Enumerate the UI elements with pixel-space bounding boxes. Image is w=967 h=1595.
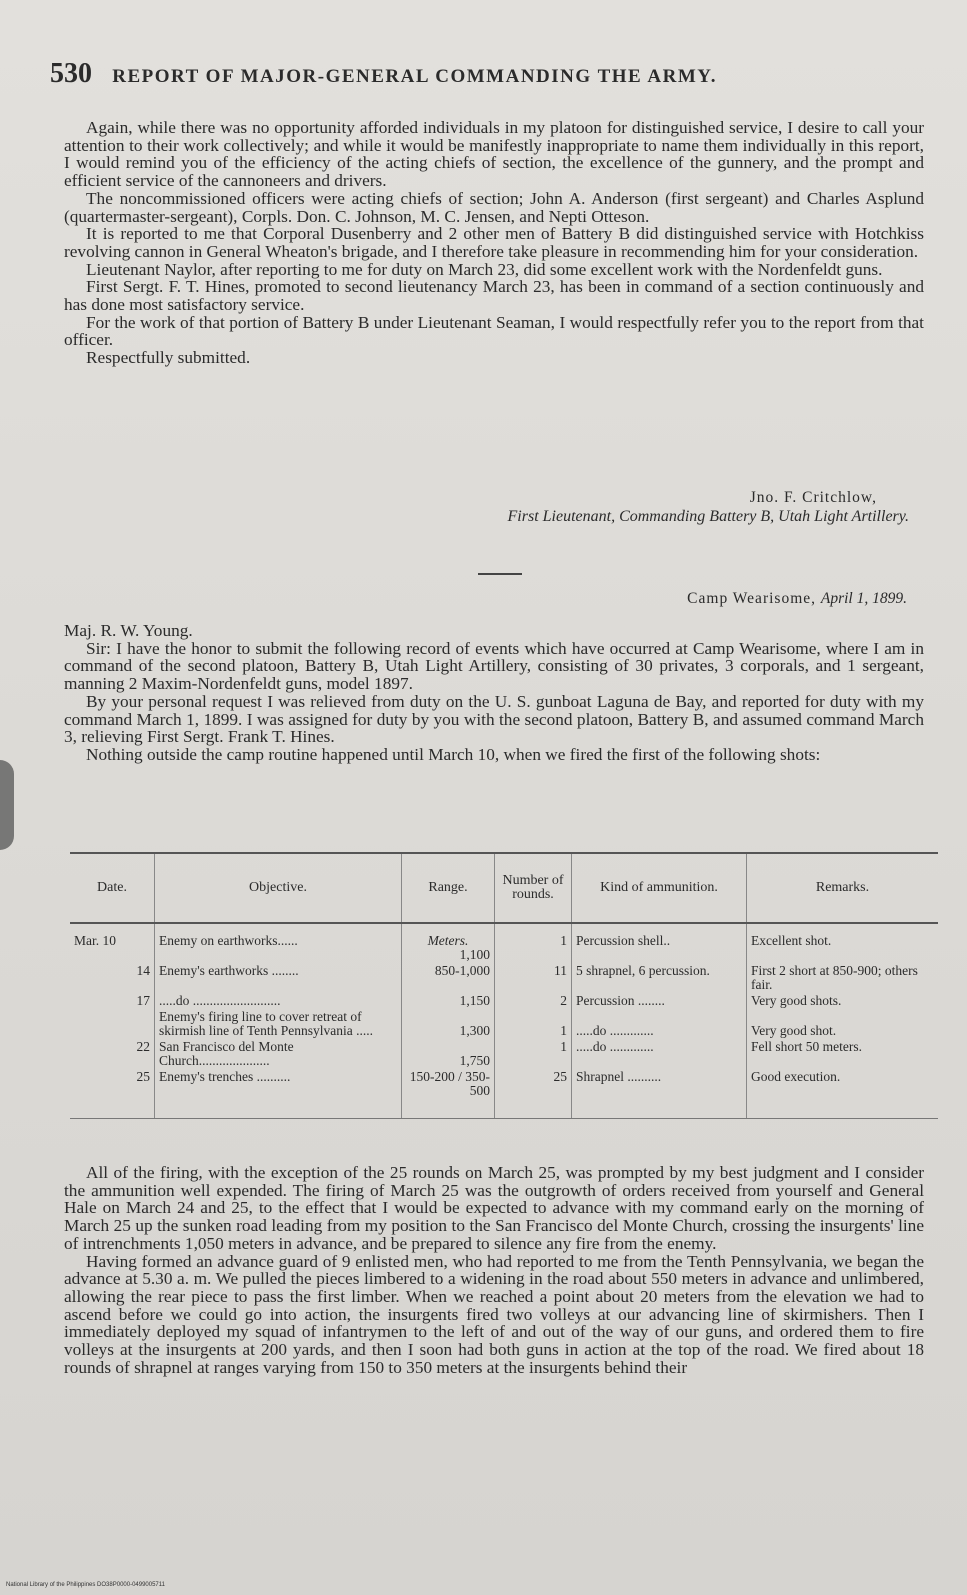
cell-objective: Enemy's trenches ..........: [155, 1069, 402, 1119]
cell-date: [70, 1009, 155, 1039]
cell-date: 17: [70, 993, 155, 1009]
cell-rounds: 11: [495, 963, 572, 993]
header-rounds: Number of rounds.: [495, 853, 572, 923]
running-header: [50, 58, 930, 90]
cell-range: 1,750: [402, 1039, 495, 1069]
letter-two-continued: [64, 1164, 924, 1376]
paragraph: Nothing outside the camp routine happened until March 10, when we fired the first of the following shots:: [86, 744, 821, 764]
paragraph: All of the firing, with the exception of the 25 rounds on March 25, was prompted by my best judgment and I consider the ammunition well expended. The firing of March 25 was the outgrowth of orders received from yourself and General Hale on March 24 and 25, to the effect that I would be expected to advance with my command early on the morning of March 25 up the sunken road leading from my position to the San Francisco del Monte Church, crossing the insurgents' line of intrenchments 1,050 meters in advance, and be prepared to silence any fire from the enemy.: [64, 1163, 924, 1253]
header-remarks: Remarks.: [747, 853, 939, 923]
cell-date: Mar. 10: [70, 923, 155, 963]
cell-kind: Percussion shell..: [572, 923, 747, 963]
table-row: [70, 1039, 938, 1069]
cell-kind: Shrapnel ..........: [572, 1069, 747, 1119]
cell-kind: .....do .............: [572, 1009, 747, 1039]
letter-two-body: [64, 622, 924, 764]
table-row: [70, 1069, 938, 1119]
cell-objective: Enemy's firing line to cover retreat of skirmish line of Tenth Pennsylvania .....: [155, 1009, 402, 1039]
paragraph: It is reported to me that Corporal Dusenberry and 2 other men of Battery B did distinguished service with Hotchkiss revolving cannon in General Wheaton's brigade, and I therefore take pleasure in recommending him for your consideration.: [64, 224, 924, 261]
paragraph: Having formed an advance guard of 9 enlisted men, who had reported to me from the Tenth Pennsylvania, we began the advance at 5.30 a. m. We pulled the pieces limbered to a widening in the road about 550 meters in advance and unlimbered, allowing the rear piece to pass the first limber. When we reached a point about 20 meters from the elevation we had to ascend before we could go into action, the insurgents fired two volleys at our advancing line of skirmishers. Then I immediately deployed my squad of infantrymen to the left of and out of the way of our guns, and ordered them to fire volleys at the insurgents at 200 yards, and then I soon had both guns in action at the top of the road. We fired about 18 rounds of shrapnel at ranges varying from 150 to 350 meters at the insurgents behind their: [64, 1251, 924, 1377]
paragraph: For the work of that portion of Battery B under Lieutenant Seaman, I would respectfully refer you to the report from that officer.: [64, 312, 924, 350]
cell-range: 1,150: [402, 993, 495, 1009]
range-value: 1,100: [459, 947, 490, 962]
cell-rounds: 1: [495, 923, 572, 963]
cell-objective: San Francisco del Monte Church.....................: [155, 1039, 402, 1069]
paragraph: Lieutenant Naylor, after reporting to me for duty on March 23, did some excellent work with the Nordenfeldt guns.: [86, 259, 883, 279]
cell-remarks: First 2 short at 850-900; others fair.: [751, 963, 918, 992]
cell-remarks: Very good shot.: [751, 1023, 837, 1038]
cell-objective: Enemy on earthworks......: [155, 923, 402, 963]
cell-remarks: Good execution.: [747, 1069, 939, 1119]
header-date: Date.: [70, 853, 155, 923]
cell-remarks: Fell short 50 meters.: [751, 1039, 862, 1054]
firing-record-table: [70, 852, 938, 1157]
header-range: Range.: [402, 853, 495, 923]
cell-range: 850-1,000: [402, 963, 495, 993]
cell-rounds: 1: [495, 1039, 572, 1069]
dateline-place: Camp Wearisome,: [687, 590, 816, 607]
header-kind: Kind of ammunition.: [572, 853, 747, 923]
page-edge-smudge: [0, 760, 14, 850]
paragraph: Again, while there was no opportunity afforded individuals in my platoon for distinguished service, I desire to call your attention to their work collectively; and while it would be manifestly inappropriate to name them individually in this report, I would remind you of the efficiency of the acting chiefs of section, the excellence of the gunnery, and the prompt and efficient service of the cannoneers and drivers.: [64, 118, 924, 191]
signature-title: First Lieutenant, Commanding Battery B, Utah Light Artillery.: [507, 508, 909, 525]
cell-date: 22: [70, 1039, 155, 1069]
cell-range: [402, 923, 495, 963]
signature-name: Jno. F. Critchlow,: [749, 489, 877, 506]
cell-kind: 5 shrapnel, 6 percussion.: [572, 963, 747, 993]
header-objective: Objective.: [155, 853, 402, 923]
cell-range: 1,300: [402, 1009, 495, 1039]
scan-footer: National Library of the Philippines DO38P0000-0499005711: [6, 1582, 165, 1588]
running-title: REPORT OF MAJOR-GENERAL COMMANDING THE ARMY.: [112, 66, 717, 87]
paragraph: By your personal request I was relieved from duty on the U. S. gunboat Laguna de Bay, and reported for duty with my command March 1, 1899. I was assigned for duty by you with the second platoon, Battery B, and assumed command March 3, relieving First Sergt. Frank T. Hines.: [64, 691, 924, 747]
closing: Respectfully submitted.: [86, 348, 251, 368]
section-divider: [478, 573, 522, 575]
cell-objective: Enemy's earthworks ........: [155, 963, 402, 993]
range-units: Meters.: [427, 933, 469, 948]
page-number: 530: [50, 58, 92, 89]
table-row: [70, 993, 938, 1009]
paragraph: First Sergt. F. T. Hines, promoted to second lieutenancy March 23, has been in command of a section continuously and has done most satisfactory service.: [64, 277, 924, 315]
table-row: [70, 1009, 938, 1039]
cell-range: 150-200 / 350-500: [402, 1069, 495, 1119]
paragraph: The noncommissioned officers were acting chiefs of section; John A. Anderson (first sergeant) and Charles Asplund (quartermaster-sergeant), Corpls. Don. C. Johnson, M. C. Jensen, and Nepti Otteson.: [64, 188, 924, 226]
cell-remarks: Excellent shot.: [751, 933, 832, 948]
cell-rounds: 2: [495, 993, 572, 1009]
cell-date: 14: [70, 963, 155, 993]
table-row: [70, 923, 938, 963]
dateline-date: April 1, 1899.: [820, 590, 907, 607]
cell-kind: Percussion ........: [572, 993, 747, 1009]
table-header-row: [70, 853, 938, 923]
cell-remarks: Very good shots.: [751, 993, 842, 1008]
cell-rounds: 25: [495, 1069, 572, 1119]
cell-date: 25: [70, 1069, 155, 1119]
addressee: Maj. R. W. Young.: [64, 621, 193, 640]
cell-objective: .....do ..........................: [155, 993, 402, 1009]
paragraph: Sir: I have the honor to submit the following record of events which have occurred at Camp Wearisome, where I am in command of the second platoon, Battery B, Utah Light Artillery, consisting of 30 privates, 3 corporals, and 1 sergeant, manning 2 Maxim-Nordenfeldt guns, model 1897.: [64, 638, 924, 694]
cell-rounds: 1: [495, 1009, 572, 1039]
letter-one-body: [64, 119, 924, 367]
cell-kind: .....do .............: [572, 1039, 747, 1069]
table-row: [70, 963, 938, 993]
dateline: [687, 590, 907, 608]
